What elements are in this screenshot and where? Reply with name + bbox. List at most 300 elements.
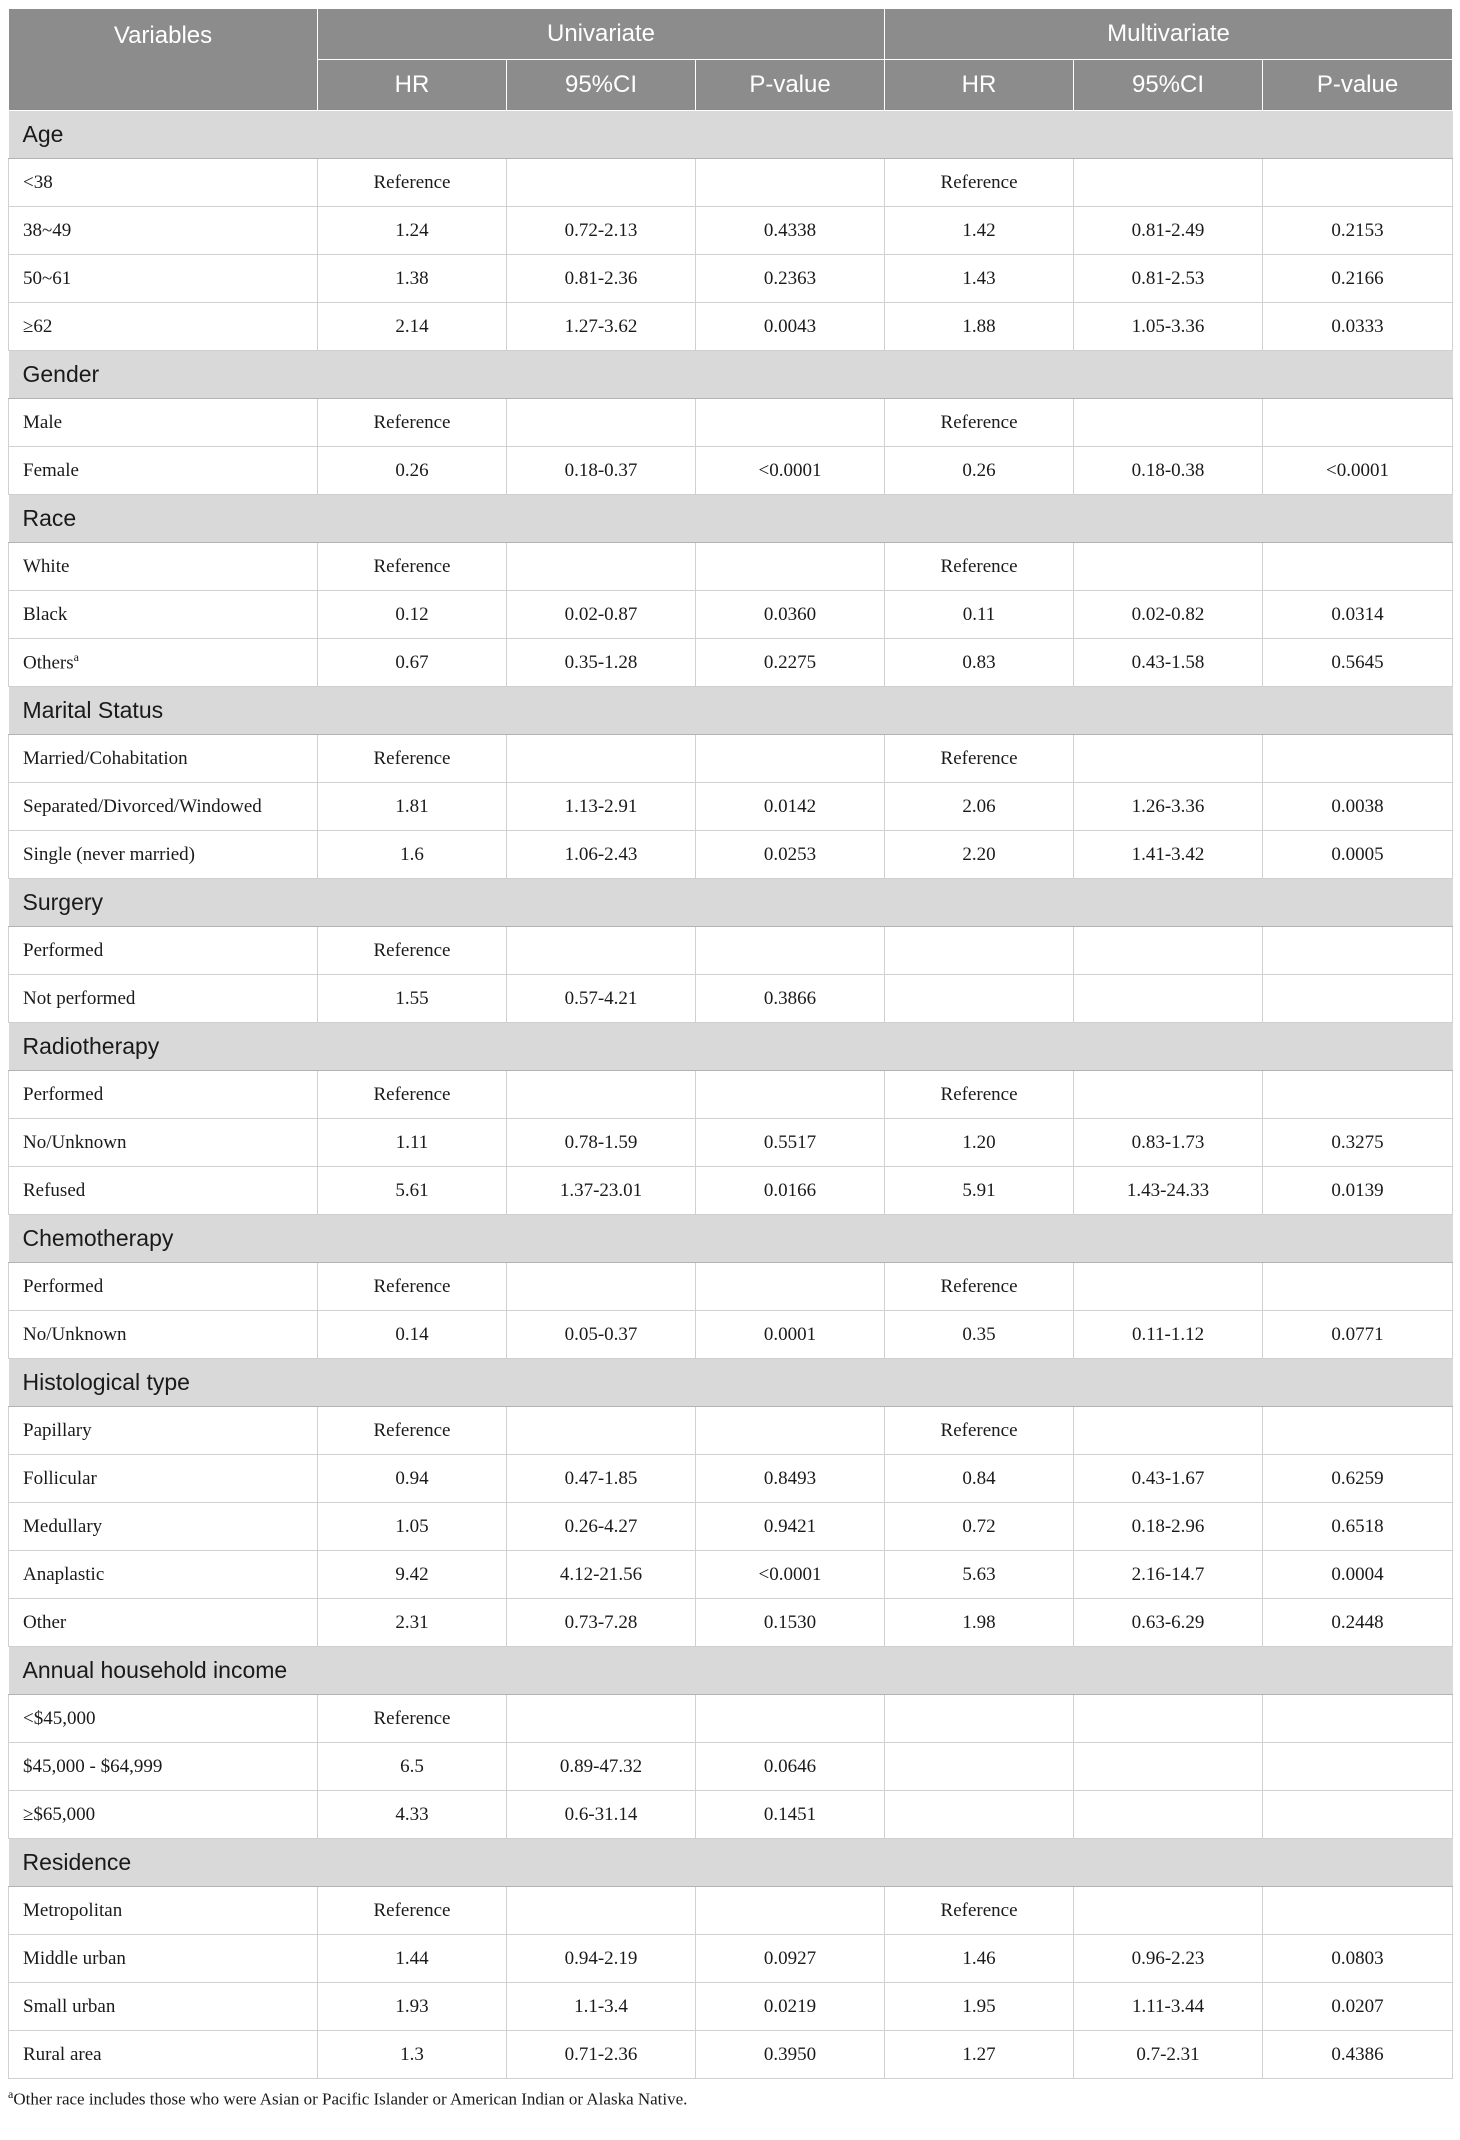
multi-ci: [1074, 783, 1263, 831]
cell-text: 0.63-6.29: [1131, 1611, 1205, 1633]
variable-label: [9, 1791, 318, 1839]
multi-ci: [1074, 1599, 1263, 1647]
multi-ci: [1074, 1503, 1263, 1551]
uni-hr: [318, 591, 507, 639]
uni-ci: [507, 1551, 696, 1599]
header-multi-pvalue: P-value: [1263, 60, 1453, 111]
cell-text: Metropolitan: [23, 1899, 123, 1921]
cell-text: 1.98: [962, 1611, 996, 1633]
cell-text: <0.0001: [758, 1563, 822, 1585]
uni-ci: [507, 1167, 696, 1215]
uni-hr: [318, 1551, 507, 1599]
table-row: [9, 639, 1453, 687]
variable-label: [9, 1983, 318, 2031]
footnote-text: Other race includes those who were Asian or Pacific Islander or American Indian or Alaska Native.: [13, 2089, 688, 2109]
variable-label: [9, 1887, 318, 1935]
multi-pvalue: [1263, 303, 1453, 351]
cell-text: 1.11-3.44: [1131, 1995, 1205, 2017]
results-table-container: [8, 8, 1452, 2110]
cell-text: 0.0646: [763, 1755, 817, 1777]
uni-ci: [507, 735, 696, 783]
table-row: [9, 927, 1453, 975]
uni-pvalue: [696, 831, 885, 879]
multi-hr: [885, 1983, 1074, 2031]
multi-pvalue: [1263, 1167, 1453, 1215]
section-title: Chemotherapy: [9, 1215, 1453, 1263]
cell-text: 0.3275: [1331, 1131, 1384, 1153]
cell-text: 0.83-1.73: [1131, 1131, 1205, 1153]
cell-text: 1.05-3.36: [1131, 315, 1205, 337]
table-row: [9, 783, 1453, 831]
uni-pvalue: [696, 1695, 885, 1743]
uni-ci: [507, 783, 696, 831]
multi-hr: [885, 1263, 1074, 1311]
cell-text: Single (never married): [23, 843, 195, 865]
cell-text: 0.11-1.12: [1131, 1323, 1205, 1345]
cell-text: Female: [23, 459, 79, 481]
uni-hr: [318, 831, 507, 879]
variable-label: [9, 255, 318, 303]
header-univariate: Univariate: [318, 9, 885, 60]
multi-hr: [885, 255, 1074, 303]
cell-text: 1.11: [395, 1131, 429, 1153]
section-title: Annual household income: [9, 1647, 1453, 1695]
cell-text: Reference: [373, 939, 451, 961]
cell-text: 1.44: [395, 1947, 429, 1969]
cell-text: 0.0314: [1331, 603, 1384, 625]
uni-ci: [507, 543, 696, 591]
cell-text: 0.0043: [763, 315, 817, 337]
cell-text: 0.57-4.21: [564, 987, 638, 1009]
multi-hr: [885, 1743, 1074, 1791]
cell-text: 1.24: [395, 219, 429, 241]
multi-ci: [1074, 303, 1263, 351]
cell-text: ≥62: [23, 315, 53, 337]
uni-hr: [318, 255, 507, 303]
uni-hr: [318, 1887, 507, 1935]
table-row: [9, 1695, 1453, 1743]
cell-text: 1.27-3.62: [564, 315, 638, 337]
multi-hr: [885, 1695, 1074, 1743]
cell-text: 5.63: [962, 1563, 996, 1585]
section-row: [9, 1359, 1453, 1407]
footnote-marker: a: [8, 2087, 14, 2101]
cell-text: 0.47-1.85: [564, 1467, 638, 1489]
multi-pvalue: [1263, 1935, 1453, 1983]
header-uni-pvalue: P-value: [696, 60, 885, 111]
cell-text: Reference: [373, 1083, 451, 1105]
uni-pvalue: [696, 1551, 885, 1599]
cell-text: 9.42: [395, 1563, 429, 1585]
multi-hr: [885, 1887, 1074, 1935]
cell-text: 0.6518: [1331, 1515, 1384, 1537]
multi-ci: [1074, 735, 1263, 783]
cell-text: 1.95: [962, 1995, 996, 2017]
cell-text: 0.5517: [763, 1131, 817, 1153]
cell-text: Reference: [940, 1083, 1018, 1105]
uni-ci: [507, 255, 696, 303]
multi-ci: [1074, 447, 1263, 495]
multi-ci: [1074, 639, 1263, 687]
variable-label: [9, 1503, 318, 1551]
uni-pvalue: [696, 1503, 885, 1551]
header-uni-hr: HR: [318, 60, 507, 111]
multi-pvalue: [1263, 543, 1453, 591]
table-row: [9, 831, 1453, 879]
variable-label: [9, 639, 318, 687]
multi-ci: [1074, 1167, 1263, 1215]
cell-text: 0.0038: [1331, 795, 1384, 817]
multi-ci: [1074, 831, 1263, 879]
table-row: [9, 2031, 1453, 2079]
cell-text: 0.35-1.28: [564, 651, 638, 673]
section-title: Histological type: [9, 1359, 1453, 1407]
cell-text: 1.20: [962, 1131, 996, 1153]
multi-hr: [885, 1791, 1074, 1839]
variable-label: [9, 1551, 318, 1599]
multi-hr: [885, 1599, 1074, 1647]
multi-pvalue: [1263, 447, 1453, 495]
variable-label: [9, 831, 318, 879]
header-variables: Variables: [9, 9, 318, 111]
section-row: [9, 495, 1453, 543]
uni-hr: [318, 975, 507, 1023]
multi-ci: [1074, 975, 1263, 1023]
cell-text: 4.12-21.56: [559, 1563, 643, 1585]
uni-ci: [507, 1119, 696, 1167]
table-row: [9, 399, 1453, 447]
multi-ci: [1074, 1311, 1263, 1359]
multi-hr: [885, 1407, 1074, 1455]
cell-text: Rural area: [23, 2043, 102, 2065]
multi-hr: [885, 639, 1074, 687]
multi-pvalue: [1263, 1503, 1453, 1551]
multi-pvalue: [1263, 783, 1453, 831]
uni-pvalue: [696, 543, 885, 591]
multi-hr: [885, 1503, 1074, 1551]
multi-hr: [885, 591, 1074, 639]
multi-hr: [885, 783, 1074, 831]
cell-text: 0.7-2.31: [1136, 2043, 1200, 2065]
cell-text: 0.4386: [1331, 2043, 1384, 2065]
cell-text: Reference: [940, 411, 1018, 433]
cell-text: 0.6-31.14: [564, 1803, 638, 1825]
uni-hr: [318, 543, 507, 591]
cell-text: <$45,000: [23, 1707, 96, 1729]
multi-ci: [1074, 1263, 1263, 1311]
multi-hr: [885, 399, 1074, 447]
multi-pvalue: [1263, 1551, 1453, 1599]
cell-text: Refused: [23, 1179, 86, 1201]
variable-label: [9, 1743, 318, 1791]
uni-ci: [507, 1935, 696, 1983]
cell-text: 0.43-1.58: [1131, 651, 1205, 673]
cell-text: Reference: [373, 171, 451, 193]
multi-hr: [885, 207, 1074, 255]
cell-text: Follicular: [23, 1467, 97, 1489]
hazard-ratio-table: [8, 8, 1453, 2079]
uni-ci: [507, 1311, 696, 1359]
cell-text: 0.6259: [1331, 1467, 1384, 1489]
cell-text: 1.46: [962, 1947, 996, 1969]
uni-pvalue: [696, 591, 885, 639]
table-row: [9, 1167, 1453, 1215]
cell-text: 0.83: [962, 651, 996, 673]
uni-pvalue: [696, 735, 885, 783]
cell-text: 0.78-1.59: [564, 1131, 638, 1153]
cell-text: Small urban: [23, 1995, 116, 2017]
multi-hr: [885, 1167, 1074, 1215]
cell-text: 0.94: [395, 1467, 429, 1489]
cell-text: 1.1-3.4: [574, 1995, 628, 2017]
multi-hr: [885, 831, 1074, 879]
cell-text: Reference: [940, 1275, 1018, 1297]
cell-text: 0.0001: [763, 1323, 817, 1345]
cell-text: 0.4338: [763, 219, 817, 241]
variable-label: [9, 1167, 318, 1215]
variable-label: [9, 975, 318, 1023]
variable-label: [9, 783, 318, 831]
cell-text: 0.11: [962, 603, 996, 625]
cell-text: $45,000 - $64,999: [23, 1755, 163, 1777]
section-title: Surgery: [9, 879, 1453, 927]
uni-pvalue: [696, 255, 885, 303]
cell-text: 1.13-2.91: [564, 795, 638, 817]
cell-text: 0.81-2.49: [1131, 219, 1205, 241]
uni-pvalue: [696, 2031, 885, 2079]
cell-text: 0.2363: [763, 267, 817, 289]
uni-pvalue: [696, 1263, 885, 1311]
uni-pvalue: [696, 927, 885, 975]
cell-text: Others: [23, 652, 74, 674]
cell-text: 1.6: [400, 843, 424, 865]
cell-text: Reference: [940, 171, 1018, 193]
cell-text: ≥$65,000: [23, 1803, 96, 1825]
cell-text: 1.88: [962, 315, 996, 337]
cell-text: Male: [23, 411, 63, 433]
multi-ci: [1074, 543, 1263, 591]
uni-hr: [318, 1119, 507, 1167]
cell-text: Married/Cohabitation: [23, 747, 188, 769]
section-row: [9, 111, 1453, 159]
table-row: [9, 1071, 1453, 1119]
variable-label: [9, 399, 318, 447]
cell-text: Separated/Divorced/Windowed: [23, 795, 262, 817]
section-row: [9, 687, 1453, 735]
cell-text: 0.02-0.82: [1131, 603, 1205, 625]
variable-label: [9, 1455, 318, 1503]
uni-pvalue: [696, 399, 885, 447]
multi-hr: [885, 1119, 1074, 1167]
cell-text: Reference: [940, 1419, 1018, 1441]
cell-text: 1.37-23.01: [559, 1179, 643, 1201]
multi-pvalue: [1263, 159, 1453, 207]
table-body: [9, 111, 1453, 2079]
cell-text: 0.18-0.37: [564, 459, 638, 481]
cell-text: 0.0005: [1331, 843, 1384, 865]
cell-text: 0.84: [962, 1467, 996, 1489]
cell-text: No/Unknown: [23, 1131, 127, 1153]
cell-text: Medullary: [23, 1515, 103, 1537]
uni-ci: [507, 1887, 696, 1935]
uni-ci: [507, 1791, 696, 1839]
table-row: [9, 591, 1453, 639]
cell-text: 0.8493: [763, 1467, 817, 1489]
cell-text: 1.38: [395, 267, 429, 289]
cell-text: Reference: [373, 1707, 451, 1729]
cell-text: 0.43-1.67: [1131, 1467, 1205, 1489]
uni-pvalue: [696, 207, 885, 255]
multi-ci: [1074, 1935, 1263, 1983]
table-row: [9, 1311, 1453, 1359]
cell-text: 38~49: [23, 219, 72, 241]
cell-text: Performed: [23, 1083, 104, 1105]
multi-ci: [1074, 159, 1263, 207]
multi-ci: [1074, 1983, 1263, 2031]
table-row: [9, 159, 1453, 207]
cell-text: <38: [23, 171, 53, 193]
table-row: [9, 1887, 1453, 1935]
cell-text: 0.26-4.27: [564, 1515, 638, 1537]
multi-pvalue: [1263, 1071, 1453, 1119]
cell-text: 0.81-2.36: [564, 267, 638, 289]
variable-label: [9, 543, 318, 591]
table-row: [9, 255, 1453, 303]
uni-ci: [507, 927, 696, 975]
cell-text: 0.12: [395, 603, 429, 625]
uni-ci: [507, 975, 696, 1023]
uni-ci: [507, 1071, 696, 1119]
uni-pvalue: [696, 1743, 885, 1791]
table-row: [9, 1791, 1453, 1839]
table-row: [9, 543, 1453, 591]
uni-pvalue: [696, 1119, 885, 1167]
cell-text: 2.14: [395, 315, 429, 337]
footnote: [8, 2087, 1452, 2110]
multi-pvalue: [1263, 591, 1453, 639]
cell-text: <0.0001: [758, 459, 822, 481]
header-multi-hr: HR: [885, 60, 1074, 111]
section-row: [9, 1839, 1453, 1887]
section-row: [9, 1215, 1453, 1263]
multi-pvalue: [1263, 735, 1453, 783]
cell-text: 0.0771: [1331, 1323, 1384, 1345]
uni-ci: [507, 591, 696, 639]
cell-text: 0.71-2.36: [564, 2043, 638, 2065]
cell-text: 0.96-2.23: [1131, 1947, 1205, 1969]
multi-hr: [885, 447, 1074, 495]
cell-text: 0.94-2.19: [564, 1947, 638, 1969]
cell-text: 0.72-2.13: [564, 219, 638, 241]
multi-pvalue: [1263, 831, 1453, 879]
multi-ci: [1074, 2031, 1263, 2079]
uni-hr: [318, 399, 507, 447]
cell-text: <0.0001: [1326, 459, 1389, 481]
cell-text: 0.14: [395, 1323, 429, 1345]
cell-text: 0.5645: [1331, 651, 1384, 673]
multi-ci: [1074, 1551, 1263, 1599]
multi-ci: [1074, 927, 1263, 975]
table-row: [9, 975, 1453, 1023]
multi-pvalue: [1263, 1119, 1453, 1167]
uni-ci: [507, 447, 696, 495]
multi-pvalue: [1263, 1983, 1453, 2031]
variable-label: [9, 735, 318, 783]
uni-pvalue: [696, 1887, 885, 1935]
superscript-marker: a: [73, 650, 79, 665]
uni-hr: [318, 1935, 507, 1983]
uni-hr: [318, 1311, 507, 1359]
cell-text: 0.2448: [1331, 1611, 1384, 1633]
header-uni-ci: 95%CI: [507, 60, 696, 111]
cell-text: 0.18-0.38: [1131, 459, 1205, 481]
multi-pvalue: [1263, 1311, 1453, 1359]
variable-label: [9, 591, 318, 639]
multi-pvalue: [1263, 975, 1453, 1023]
uni-hr: [318, 783, 507, 831]
cell-text: Performed: [23, 1275, 104, 1297]
cell-text: Reference: [940, 555, 1018, 577]
cell-text: 1.41-3.42: [1131, 843, 1205, 865]
table-row: [9, 1119, 1453, 1167]
cell-text: 6.5: [400, 1755, 424, 1777]
cell-text: 0.0219: [763, 1995, 817, 2017]
uni-pvalue: [696, 1455, 885, 1503]
uni-hr: [318, 1743, 507, 1791]
multi-ci: [1074, 1887, 1263, 1935]
uni-pvalue: [696, 1407, 885, 1455]
table-row: [9, 1983, 1453, 2031]
uni-pvalue: [696, 159, 885, 207]
cell-text: Reference: [940, 1899, 1018, 1921]
header-multi-ci: 95%CI: [1074, 60, 1263, 111]
cell-text: 1.27: [962, 2043, 996, 2065]
multi-hr: [885, 975, 1074, 1023]
cell-text: 0.0207: [1331, 1995, 1384, 2017]
cell-text: 0.3866: [763, 987, 817, 1009]
multi-hr: [885, 303, 1074, 351]
uni-hr: [318, 447, 507, 495]
uni-ci: [507, 1599, 696, 1647]
section-title: Gender: [9, 351, 1453, 399]
multi-hr: [885, 1311, 1074, 1359]
cell-text: 1.43: [962, 267, 996, 289]
cell-text: 0.73-7.28: [564, 1611, 638, 1633]
multi-ci: [1074, 1791, 1263, 1839]
variable-label: [9, 1119, 318, 1167]
multi-pvalue: [1263, 2031, 1453, 2079]
multi-pvalue: [1263, 1263, 1453, 1311]
multi-ci: [1074, 399, 1263, 447]
section-title: Race: [9, 495, 1453, 543]
uni-pvalue: [696, 975, 885, 1023]
table-row: [9, 1599, 1453, 1647]
multi-hr: [885, 543, 1074, 591]
multi-pvalue: [1263, 255, 1453, 303]
cell-text: 0.9421: [763, 1515, 817, 1537]
variable-label: [9, 447, 318, 495]
uni-ci: [507, 639, 696, 687]
table-row: [9, 1743, 1453, 1791]
cell-text: 0.72: [962, 1515, 996, 1537]
multi-hr: [885, 735, 1074, 783]
cell-text: 1.43-24.33: [1126, 1179, 1210, 1201]
cell-text: 5.91: [962, 1179, 996, 1201]
section-row: [9, 351, 1453, 399]
cell-text: 4.33: [395, 1803, 429, 1825]
cell-text: 0.0333: [1331, 315, 1384, 337]
cell-text: 1.05: [395, 1515, 429, 1537]
